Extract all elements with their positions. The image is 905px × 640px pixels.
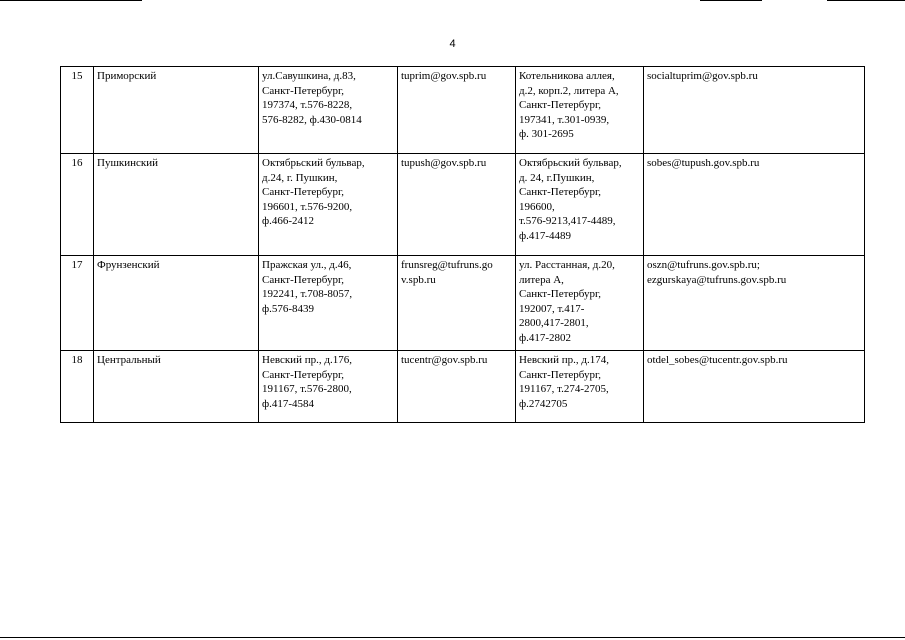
row-number: 18: [61, 351, 94, 423]
district-contacts-table: [60, 66, 865, 423]
social-department-email: oszn@tufruns.gov.spb.ru; ezgurskaya@tufruns.gov.spb.ru: [644, 256, 865, 351]
top-rule-left: [0, 0, 142, 1]
social-department-address: ул. Расстанная, д.20, литера А, Санкт-Петербург, 192007, т.417- 2800,417-2801, ф.417-2802: [516, 256, 644, 351]
social-department-email: sobes@tupush.gov.spb.ru: [644, 154, 865, 256]
administration-email: tupush@gov.spb.ru: [398, 154, 516, 256]
top-rule-right-a: [700, 0, 762, 1]
administration-email: tucentr@gov.spb.ru: [398, 351, 516, 423]
row-number: 16: [61, 154, 94, 256]
top-rule-right-b: [827, 0, 905, 1]
table-row: [61, 154, 865, 256]
district-name: Приморский: [94, 67, 259, 154]
social-department-email: otdel_sobes@tucentr.gov.spb.ru: [644, 351, 865, 423]
administration-email: frunsreg@tufruns.go v.spb.ru: [398, 256, 516, 351]
page-number: 4: [449, 38, 456, 50]
table-row: [61, 256, 865, 351]
social-department-address: Котельникова аллея, д.2, корп.2, литера А, Санкт-Петербург, 197341, т.301-0939, ф. 301-2695: [516, 67, 644, 154]
administration-address: Невский пр., д.176, Санкт-Петербург, 191167, т.576-2800, ф.417-4584: [259, 351, 398, 423]
district-name: Фрунзенский: [94, 256, 259, 351]
administration-email: tuprim@gov.spb.ru: [398, 67, 516, 154]
bottom-rule: [0, 637, 905, 638]
row-number: 15: [61, 67, 94, 154]
social-department-email: socialtuprim@gov.spb.ru: [644, 67, 865, 154]
district-name: Пушкинский: [94, 154, 259, 256]
table-row: [61, 67, 865, 154]
row-number: 17: [61, 256, 94, 351]
table-row: [61, 351, 865, 423]
social-department-address: Невский пр., д.174, Санкт-Петербург, 191167, т.274-2705, ф.2742705: [516, 351, 644, 423]
administration-address: ул.Савушкина, д.83, Санкт-Петербург, 197374, т.576-8228, 576-8282, ф.430-0814: [259, 67, 398, 154]
administration-address: Пражская ул., д.46, Санкт-Петербург, 192241, т.708-8057, ф.576-8439: [259, 256, 398, 351]
social-department-address: Октябрьский бульвар, д. 24, г.Пушкин, Санкт-Петербург, 196600, т.576-9213,417-4489, ф.417-4489: [516, 154, 644, 256]
district-name: Центральный: [94, 351, 259, 423]
administration-address: Октябрьский бульвар, д.24, г. Пушкин, Санкт-Петербург, 196601, т.576-9200, ф.466-2412: [259, 154, 398, 256]
